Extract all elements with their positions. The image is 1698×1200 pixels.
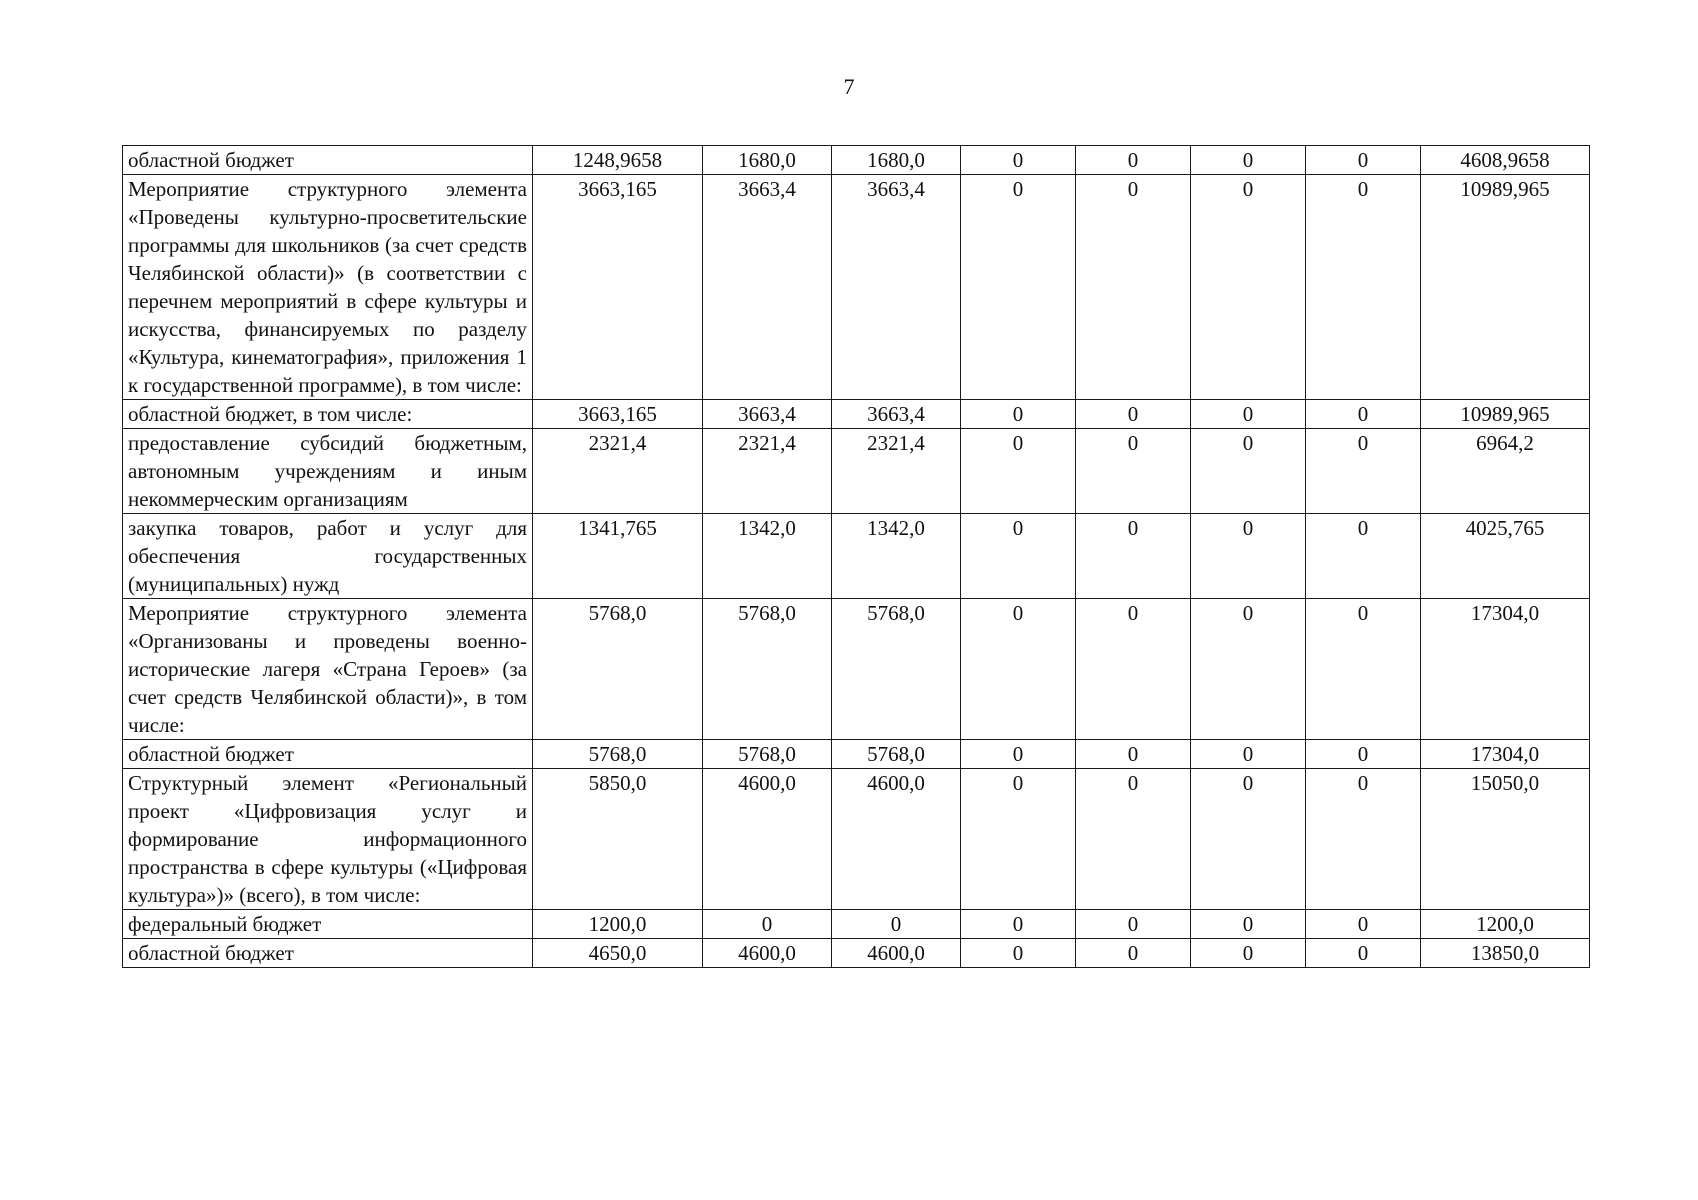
row-value: 2321,4 [832, 429, 961, 514]
row-label: областной бюджет [123, 939, 533, 968]
row-value: 1342,0 [832, 514, 961, 599]
table-row [123, 599, 1590, 740]
table-row [123, 400, 1590, 429]
row-value: 5768,0 [703, 740, 832, 769]
row-value: 0 [961, 146, 1076, 175]
row-value: 4608,9658 [1421, 146, 1590, 175]
row-value: 15050,0 [1421, 769, 1590, 910]
table-row [123, 175, 1590, 400]
row-label: Мероприятие структурного элемента «Проведены культурно-просветительские программы для школьников (за счет средств Челябинской области)» (в соответствии с перечнем мероприятий в сфере культуры и искусства, финансируемых по разделу «Культура, кинематография», приложения 1 к государственной программе), в том числе: [123, 175, 533, 400]
row-value: 4600,0 [703, 939, 832, 968]
row-value: 0 [961, 939, 1076, 968]
table-row [123, 429, 1590, 514]
row-value: 3663,4 [832, 175, 961, 400]
row-value: 17304,0 [1421, 740, 1590, 769]
row-value: 4600,0 [703, 769, 832, 910]
row-value: 4025,765 [1421, 514, 1590, 599]
table-row [123, 514, 1590, 599]
row-value: 1342,0 [703, 514, 832, 599]
row-value: 1341,765 [533, 514, 703, 599]
row-value: 13850,0 [1421, 939, 1590, 968]
row-value: 0 [1191, 939, 1306, 968]
row-value: 0 [1306, 400, 1421, 429]
row-value: 0 [1076, 599, 1191, 740]
row-value: 0 [1076, 400, 1191, 429]
table-row [123, 910, 1590, 939]
row-value: 0 [1076, 740, 1191, 769]
row-value: 4650,0 [533, 939, 703, 968]
page-number: 7 [843, 74, 855, 99]
row-value: 1680,0 [703, 146, 832, 175]
row-value: 5768,0 [832, 599, 961, 740]
table-row [123, 769, 1590, 910]
row-value: 0 [961, 514, 1076, 599]
row-value: 0 [961, 740, 1076, 769]
budget-table [122, 145, 1590, 968]
row-label: областной бюджет [123, 146, 533, 175]
row-value: 0 [961, 175, 1076, 400]
row-label: Мероприятие структурного элемента «Организованы и проведены военно-исторические лагеря «Страна Героев» (за счет средств Челябинской области)», в том числе: [123, 599, 533, 740]
row-value: 0 [1306, 740, 1421, 769]
row-value: 2321,4 [703, 429, 832, 514]
row-value: 0 [1191, 599, 1306, 740]
row-value: 0 [1306, 175, 1421, 400]
row-value: 0 [1076, 514, 1191, 599]
row-value: 0 [961, 429, 1076, 514]
row-label: федеральный бюджет [123, 910, 533, 939]
row-label: Структурный элемент «Региональный проект «Цифровизация услуг и формирование информационного пространства в сфере культуры («Цифровая культура»)» (всего), в том числе: [123, 769, 533, 910]
table-body [123, 146, 1590, 968]
row-value: 0 [703, 910, 832, 939]
row-value: 0 [1191, 514, 1306, 599]
row-value: 0 [961, 599, 1076, 740]
row-label: закупка товаров, работ и услуг для обеспечения государственных (муниципальных) нужд [123, 514, 533, 599]
row-value: 5850,0 [533, 769, 703, 910]
row-value: 0 [1191, 429, 1306, 514]
row-value: 5768,0 [832, 740, 961, 769]
row-value: 0 [1076, 939, 1191, 968]
row-value: 0 [1191, 175, 1306, 400]
row-value: 0 [1306, 769, 1421, 910]
row-value: 17304,0 [1421, 599, 1590, 740]
row-label: предоставление субсидий бюджетным, автономным учреждениям и иным некоммерческим организациям [123, 429, 533, 514]
row-value: 0 [1076, 769, 1191, 910]
row-value: 0 [1306, 514, 1421, 599]
row-value: 10989,965 [1421, 175, 1590, 400]
row-value: 3663,165 [533, 175, 703, 400]
row-value: 0 [1076, 146, 1191, 175]
row-value: 5768,0 [703, 599, 832, 740]
row-value: 0 [1306, 910, 1421, 939]
row-value: 0 [961, 910, 1076, 939]
row-label: областной бюджет [123, 740, 533, 769]
row-value: 2321,4 [533, 429, 703, 514]
row-value: 0 [1306, 599, 1421, 740]
row-value: 0 [1076, 175, 1191, 400]
row-value: 1200,0 [533, 910, 703, 939]
row-value: 6964,2 [1421, 429, 1590, 514]
row-value: 3663,4 [703, 175, 832, 400]
row-value: 0 [1191, 146, 1306, 175]
row-value: 0 [961, 400, 1076, 429]
row-value: 5768,0 [533, 599, 703, 740]
row-value: 0 [1191, 769, 1306, 910]
table-row [123, 146, 1590, 175]
row-value: 5768,0 [533, 740, 703, 769]
row-value: 3663,165 [533, 400, 703, 429]
row-label: областной бюджет, в том числе: [123, 400, 533, 429]
row-value: 0 [1076, 910, 1191, 939]
row-value: 0 [1191, 910, 1306, 939]
row-value: 0 [1191, 400, 1306, 429]
row-value: 0 [1306, 939, 1421, 968]
row-value: 0 [1306, 429, 1421, 514]
table-row [123, 740, 1590, 769]
row-value: 0 [1306, 146, 1421, 175]
row-value: 1200,0 [1421, 910, 1590, 939]
row-value: 0 [832, 910, 961, 939]
row-value: 4600,0 [832, 769, 961, 910]
row-value: 3663,4 [703, 400, 832, 429]
row-value: 1680,0 [832, 146, 961, 175]
table-row [123, 939, 1590, 968]
row-value: 0 [961, 769, 1076, 910]
row-value: 3663,4 [832, 400, 961, 429]
row-value: 1248,9658 [533, 146, 703, 175]
row-value: 0 [1076, 429, 1191, 514]
row-value: 10989,965 [1421, 400, 1590, 429]
row-value: 0 [1191, 740, 1306, 769]
row-value: 4600,0 [832, 939, 961, 968]
